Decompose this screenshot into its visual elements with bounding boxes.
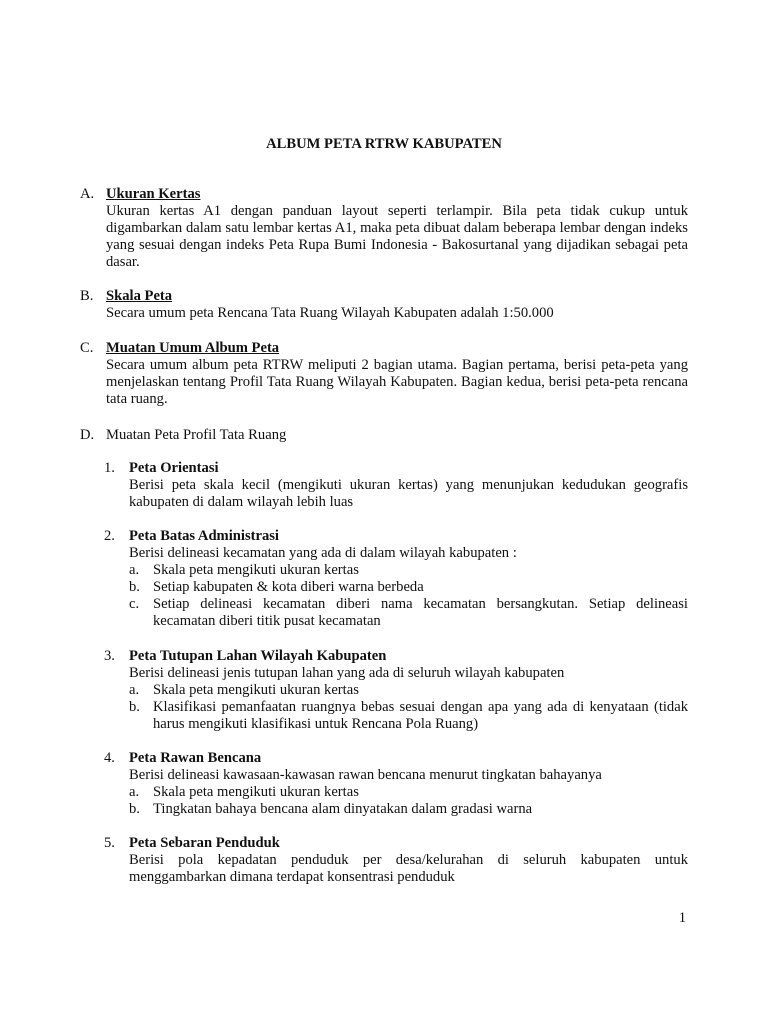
section-letter: C. (80, 340, 94, 356)
sub-list-letter: a. (129, 784, 140, 800)
item-heading: Peta Orientasi (129, 460, 219, 476)
section-c (80, 340, 688, 408)
item-number: 2. (104, 528, 115, 544)
list-item-rawan-bencana (104, 750, 688, 818)
sub-list-text: Setiap delineasi kecamatan diberi nama kecamatan bersangkutan. Setiap delineasi kecamatan diberi titik pusat kecamatan (153, 596, 688, 629)
item-text: Berisi pola kepadatan penduduk per desa/kelurahan di seluruh kabupaten untuk menggambarkan dimana terdapat konsentrasi penduduk (129, 852, 688, 885)
item-text: Berisi delineasi jenis tutupan lahan yang ada di seluruh wilayah kabupaten (129, 665, 565, 681)
sub-list-letter: c. (129, 596, 140, 612)
sub-list-item (129, 596, 688, 630)
item-heading: Peta Rawan Bencana (129, 750, 262, 766)
sub-list-item (129, 579, 688, 596)
section-letter: A. (80, 186, 95, 202)
sub-list-letter: a. (129, 682, 140, 698)
sub-list-item (129, 801, 688, 818)
section-text: Secara umum album peta RTRW meliputi 2 bagian utama. Bagian pertama, berisi peta-peta yang menjelaskan tentang Profil Tata Ruang Wilayah Kabupaten. Bagian kedua, berisi peta-peta rencana tata ruang. (106, 357, 688, 407)
item-number: 4. (104, 750, 115, 766)
section-text: Ukuran kertas A1 dengan panduan layout seperti terlampir. Bila peta tidak cukup untuk digambarkan dalam satu lembar kertas A1, maka peta dibuat dalam beberapa lembar dengan indeks yang sesuai dengan indeks Peta Rupa Bumi Indonesia - Bakosurtanal yang dijadikan sebagai peta dasar. (106, 203, 688, 270)
section-text: Secara umum peta Rencana Tata Ruang Wilayah Kabupaten adalah 1:50.000 (106, 305, 554, 321)
list-item-batas-administrasi (104, 528, 688, 630)
list-item-sebaran-penduduk (104, 835, 688, 886)
page-number: 1 (678, 910, 686, 926)
sub-list-text: Tingkatan bahaya bencana alam dinyatakan dalam gradasi warna (153, 801, 533, 817)
item-number: 5. (104, 835, 115, 851)
page-title: ALBUM PETA RTRW KABUPATEN (266, 136, 502, 152)
sub-list-text: Setiap kabupaten & kota diberi warna berbeda (153, 579, 424, 595)
item-heading: Peta Tutupan Lahan Wilayah Kabupaten (129, 648, 387, 664)
section-a (80, 186, 688, 271)
sub-list-letter: a. (129, 562, 140, 578)
section-heading: Muatan Peta Profil Tata Ruang (106, 427, 287, 443)
sub-list-letter: b. (129, 699, 140, 715)
section-b (80, 288, 688, 322)
item-text: Berisi peta skala kecil (mengikuti ukuran kertas) yang menunjukan kedudukan geografis kabupaten di dalam wilayah lebih luas (129, 477, 688, 510)
item-text: Berisi delineasi kecamatan yang ada di dalam wilayah kabupaten : (129, 545, 517, 561)
list-item-tutupan-lahan (104, 648, 688, 733)
section-letter: D. (80, 427, 95, 443)
item-heading: Peta Batas Administrasi (129, 528, 279, 544)
sub-list-letter: b. (129, 801, 140, 817)
sub-list-item (129, 699, 688, 733)
section-heading: Ukuran Kertas (106, 186, 201, 202)
sub-list-item (129, 682, 688, 699)
item-number: 3. (104, 648, 115, 664)
sub-list-letter: b. (129, 579, 140, 595)
sub-list-item (129, 562, 688, 579)
item-heading: Peta Sebaran Penduduk (129, 835, 280, 851)
sub-list-item (129, 784, 688, 801)
sub-list-text: Skala peta mengikuti ukuran kertas (153, 682, 359, 698)
section-heading: Skala Peta (106, 288, 173, 304)
item-number: 1. (104, 460, 115, 476)
list-item-orientasi (104, 460, 688, 511)
section-d (80, 427, 688, 444)
sub-list-text: Skala peta mengikuti ukuran kertas (153, 562, 359, 578)
item-text: Berisi delineasi kawasaan-kawasan rawan bencana menurut tingkatan bahayanya (129, 767, 602, 783)
section-heading: Muatan Umum Album Peta (106, 340, 280, 356)
section-letter: B. (80, 288, 94, 304)
sub-list-text: Skala peta mengikuti ukuran kertas (153, 784, 359, 800)
sub-list-text: Klasifikasi pemanfaatan ruangnya bebas sesuai dengan apa yang ada di kenyataan (tidak harus mengikuti klasifikasi untuk Rencana Pola Ruang) (153, 699, 688, 732)
